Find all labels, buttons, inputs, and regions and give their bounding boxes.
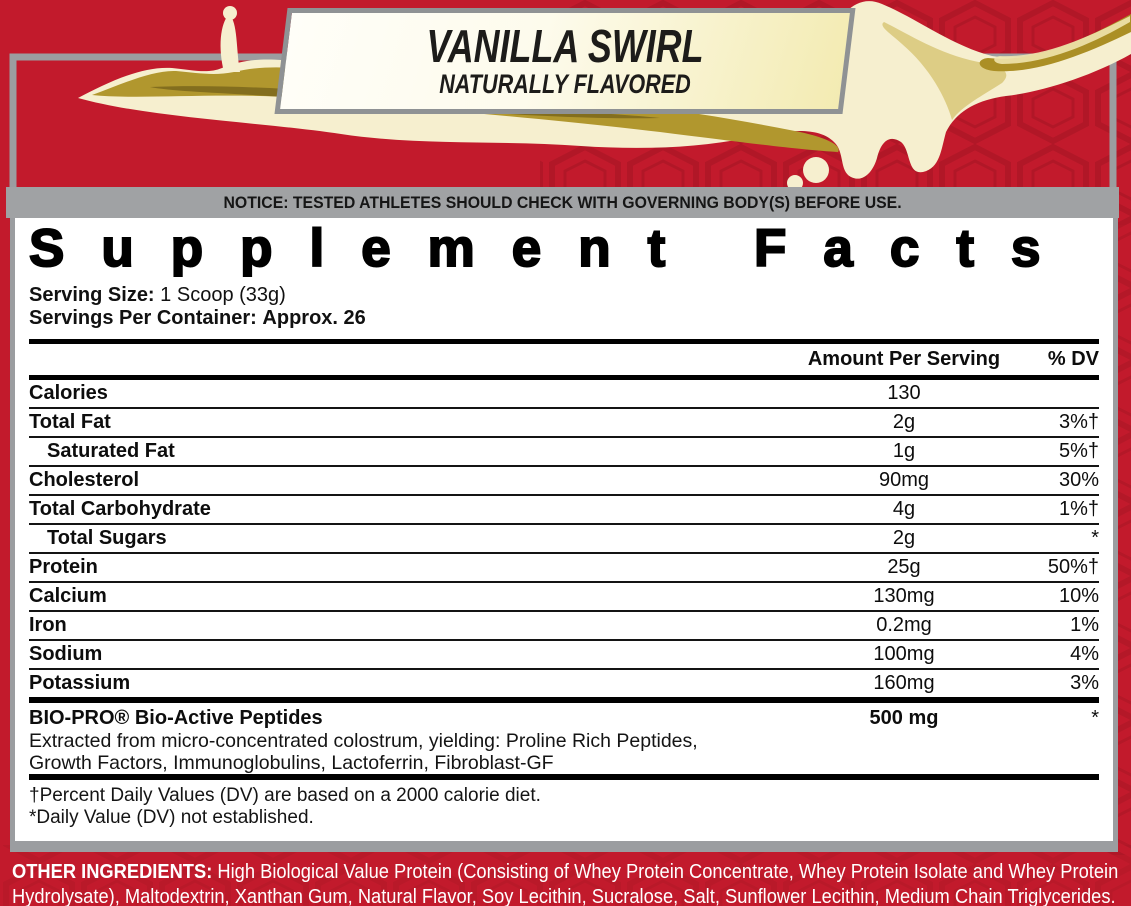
footnotes <box>29 780 1099 828</box>
row-amount: 0.2mg <box>876 614 932 636</box>
row-amount: 2g <box>892 527 916 549</box>
other-ingredients-label: OTHER INGREDIENTS: <box>12 861 213 883</box>
row-label: Total Fat <box>29 411 111 433</box>
other-ingredients-section <box>0 852 1131 906</box>
row-label: BIO-PRO® Bio-Active Peptides <box>29 707 323 729</box>
table-row-total-carbohydrate <box>29 496 1099 523</box>
serving-size-value: 1 Scoop (33g) <box>160 284 286 306</box>
other-ingredients-text <box>12 860 1126 906</box>
table-row-calcium <box>29 583 1099 610</box>
row-dv: 4% <box>1070 643 1099 665</box>
flavor-banner-inner <box>286 20 844 99</box>
row-dv: 1%† <box>1058 498 1099 520</box>
row-amount: 130 <box>887 382 921 404</box>
row-dv: 10% <box>1058 585 1099 607</box>
row-label: Total Carbohydrate <box>29 498 211 520</box>
row-label: Calcium <box>29 585 107 607</box>
row-amount: 1g <box>892 440 916 462</box>
supplement-facts-panel <box>10 218 1118 852</box>
row-label: Saturated Fat <box>47 440 175 462</box>
table-header-row <box>29 344 1099 375</box>
footnote-daily-values: †Percent Daily Values (DV) are based on a 2000 calorie diet. <box>29 785 541 806</box>
servings-per-container-line <box>29 307 1099 330</box>
table-row-bio-pro <box>29 706 1099 731</box>
other-ingredients-list: High Biological Value Protein (Consisting of Whey Protein Concentrate, Whey Protein Isolate and Whey Protein Hydrolysate), Maltodextrin, Xanthan Gum, Natural Flavor, Soy Lecithin, Sucralose, Salt, Sunflower Lecithin, Medium Chain Triglycerides. <box>12 861 1119 906</box>
row-dv: * <box>1091 707 1099 729</box>
notice-bar <box>6 187 1119 218</box>
row-label: Potassium <box>29 672 131 694</box>
flavor-name: VANILLA SWIRL <box>426 20 704 72</box>
row-dv: 30% <box>1058 469 1099 491</box>
row-dv: 3% <box>1070 672 1099 694</box>
row-label: Protein <box>29 556 98 578</box>
row-dv: * <box>1091 527 1099 549</box>
bio-pro-description-line2: Growth Factors, Immunoglobulins, Lactoferrin, Fibroblast-GF <box>29 751 554 774</box>
row-dv: 5%† <box>1058 440 1099 462</box>
bio-pro-section <box>29 703 1099 774</box>
footnote-dv-not-established: *Daily Value (DV) not established. <box>29 806 314 828</box>
table-row-sodium <box>29 641 1099 668</box>
row-label: Iron <box>29 614 67 636</box>
table-row-cholesterol <box>29 467 1099 494</box>
servings-value: Approx. 26 <box>262 307 366 329</box>
flavor-subtitle: NATURALLY FLAVORED <box>439 69 691 99</box>
table-row-calories <box>29 380 1099 407</box>
bio-pro-description-line1: Extracted from micro-concentrated colostrum, yielding: Proline Rich Peptides, <box>29 730 698 752</box>
row-dv: 50%† <box>1047 556 1099 578</box>
flavor-banner <box>274 8 855 114</box>
row-amount: 160mg <box>873 672 935 694</box>
serving-size-line <box>29 284 1099 307</box>
table-row-total-fat <box>29 409 1099 436</box>
row-amount: 4g <box>892 498 916 520</box>
row-amount: 130mg <box>873 585 935 607</box>
serving-size-label: Serving Size: <box>29 284 155 306</box>
row-label: Cholesterol <box>29 469 140 491</box>
row-dv: 1% <box>1070 614 1099 636</box>
row-amount: 2g <box>892 411 916 433</box>
supplement-facts-title: Supplement Facts <box>29 220 1078 277</box>
row-amount: 25g <box>887 556 921 578</box>
row-amount: 90mg <box>878 469 930 491</box>
header-amount-per-serving: Amount Per Serving <box>807 348 1001 370</box>
row-dv: 3%† <box>1058 411 1099 433</box>
row-label: Sodium <box>29 643 103 665</box>
row-amount: 100mg <box>873 643 935 665</box>
notice-text: NOTICE: TESTED ATHLETES SHOULD CHECK WITH GOVERNING BODY(S) BEFORE USE. <box>223 192 902 212</box>
servings-label: Servings Per Container: <box>29 307 257 329</box>
table-row-total-sugars <box>29 525 1099 552</box>
table-row-iron <box>29 612 1099 639</box>
header-percent-dv: % DV <box>1047 348 1099 370</box>
table-row-potassium <box>29 670 1099 697</box>
row-label: Total Sugars <box>47 527 167 549</box>
table-row-protein <box>29 554 1099 581</box>
row-label: Calories <box>29 382 108 404</box>
table-row-saturated-fat <box>29 438 1099 465</box>
row-amount: 500 mg <box>869 707 939 729</box>
